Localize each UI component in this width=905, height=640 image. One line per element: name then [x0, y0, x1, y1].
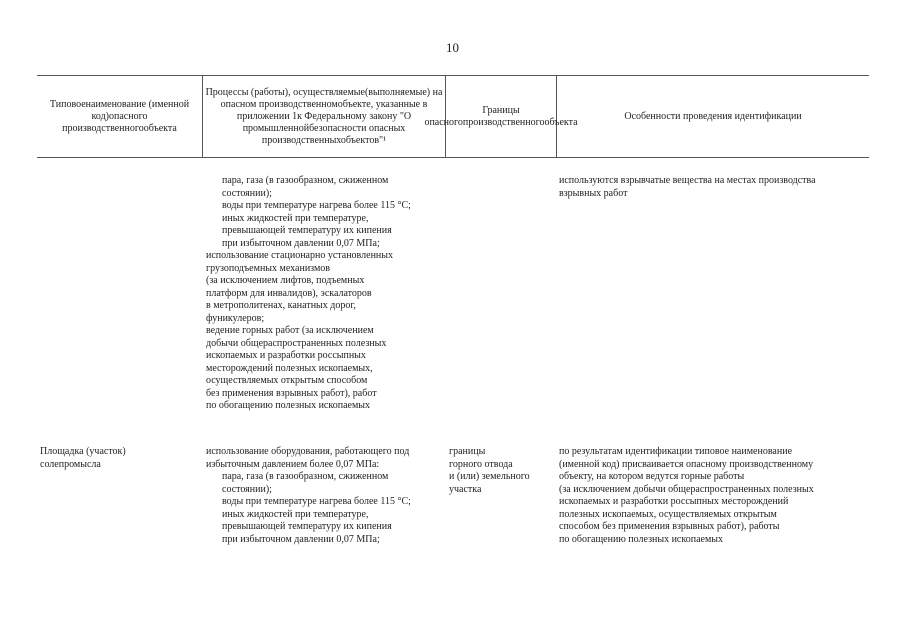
text-line: наименование (именной код) — [85, 99, 190, 122]
text-line: при избыточном давлении 0,07 МПа; — [222, 533, 380, 545]
row1-features-cell — [559, 175, 816, 200]
text-line: Процессы (работы), осуществляемые — [205, 87, 365, 98]
text-line: избыточным давлением более 0,07 МПа: — [206, 458, 380, 470]
row1-processes-cell — [206, 175, 411, 413]
text-line: иных жидкостей при температуре, — [222, 212, 369, 224]
table-top-rule — [37, 75, 869, 76]
text-line: (за исключением лифтов, подъемных — [206, 275, 365, 286]
row2-processes-cell — [206, 446, 411, 546]
text-line: солепромысла — [40, 458, 101, 470]
text-line: (за исключением добычи общераспространенных полезных — [559, 483, 814, 495]
text-line: объекта — [544, 117, 578, 128]
text-line: использование оборудования, работающего под — [206, 446, 410, 457]
text-line: производственного — [462, 117, 545, 128]
header-processes — [203, 80, 445, 154]
text-line: участка — [449, 483, 482, 495]
text-line: опасного производственного — [62, 111, 148, 134]
text-line: месторождений полезных ископаемых, — [206, 362, 373, 374]
text-line: по обогащению полезных ископаемых — [559, 533, 723, 545]
text-line: объекта — [143, 123, 177, 134]
text-line: объекту, на котором ведутся горные работы — [559, 471, 745, 482]
text-line: грузоподъемных механизмов — [206, 262, 331, 274]
header-identification-features — [557, 80, 869, 154]
text-line: горного отвода — [449, 458, 513, 470]
row2-type-name-cell — [40, 446, 126, 471]
header-type-name — [37, 80, 202, 154]
text-line: превышающей температуру их кипения — [222, 225, 392, 236]
text-line: добычи общераспространенных полезных — [206, 337, 387, 349]
row2-features-cell — [559, 446, 814, 546]
text-line: к Федеральному закону "О промышленной — [242, 111, 412, 134]
text-line: безопасности опасных производственных — [261, 123, 406, 146]
header-boundaries — [424, 80, 578, 154]
table-header-rule — [37, 157, 869, 158]
text-line: объектов"¹ — [340, 135, 387, 146]
row2-boundaries-cell — [449, 446, 530, 496]
text-line: воды при температуре нагрева более 115 °С; — [222, 496, 411, 507]
text-line: способом без применения взрывных работ), работы — [559, 521, 780, 532]
text-line: Типовое — [49, 99, 86, 110]
text-line: взрывных работ — [559, 187, 628, 199]
text-line: и (или) земельного — [449, 471, 530, 482]
text-line: пара, газа (в газообразном, сжиженном — [222, 471, 389, 482]
text-line: Площадка (участок) — [40, 446, 126, 457]
text-line: по результатам идентификации типовое наименование — [559, 446, 793, 457]
text-line: Границы опасного — [424, 105, 520, 128]
text-line: используются взрывчатые вещества на местах производства — [559, 175, 816, 186]
text-line: при избыточном давлении 0,07 МПа; — [222, 237, 380, 249]
text-line: платформ для инвалидов), эскалаторов — [206, 287, 372, 299]
text-line: ископаемых и разработки россыпных — [206, 350, 366, 361]
text-line: воды при температуре нагрева более 115 °С; — [222, 200, 411, 211]
text-line: объекте, указанные в приложении 1 — [236, 99, 428, 122]
text-line: ископаемых и разработки россыпных месторождений — [559, 496, 789, 507]
text-line: фуникулеров; — [206, 312, 265, 324]
text-line: без применения взрывных работ), работ — [206, 387, 377, 399]
text-line: (выполняемые) на опасном производственном — [220, 87, 443, 110]
text-line: по обогащению полезных ископаемых — [206, 400, 370, 411]
text-line: (именной код) присваивается опасному производственному — [559, 458, 814, 470]
text-line: границы — [449, 446, 486, 457]
text-line: полезных ископаемых, осуществляемых открытым — [559, 508, 777, 520]
page-number: 10 — [446, 40, 459, 55]
text-line: превышающей температуру их кипения — [222, 521, 392, 532]
text-line: иных жидкостей при температуре, — [222, 508, 369, 520]
text-line: Особенности проведения идентификации — [624, 111, 802, 122]
text-line: в метрополитенах, канатных дорог, — [206, 300, 356, 311]
text-line: пара, газа (в газообразном, сжиженном — [222, 175, 389, 186]
text-line: использование стационарно установленных — [206, 250, 393, 261]
text-line: состоянии); — [222, 483, 272, 495]
text-line: осуществляемых открытым способом — [206, 375, 368, 386]
text-line: ведение горных работ (за исключением — [206, 325, 374, 336]
text-line: состоянии); — [222, 187, 272, 199]
